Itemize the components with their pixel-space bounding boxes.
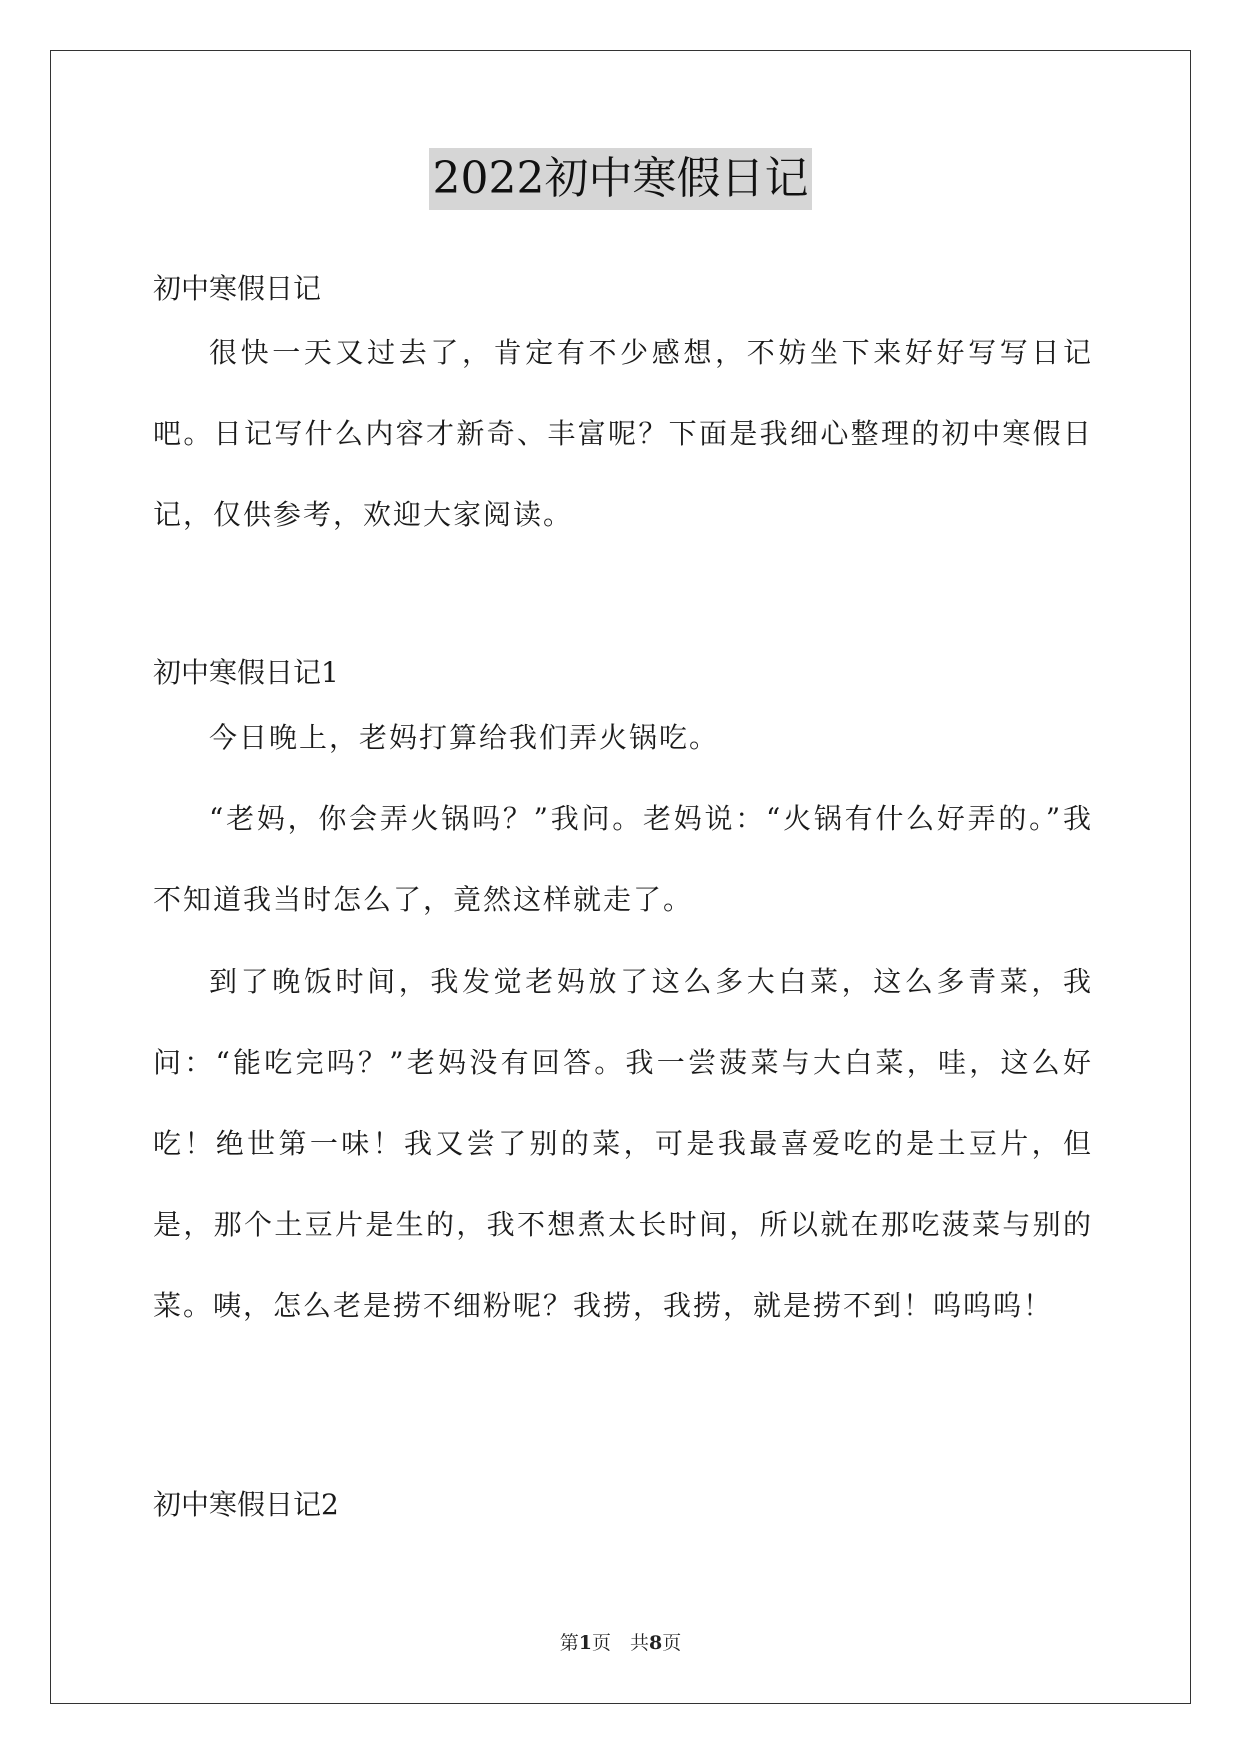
footer-page-mid: 页 共 bbox=[591, 1632, 649, 1654]
footer-page-suffix: 页 bbox=[662, 1632, 682, 1654]
footer-page-current: 1 bbox=[578, 1632, 592, 1654]
subtitle-heading: 初中寒假日记 bbox=[153, 272, 322, 305]
footer-page-total: 8 bbox=[649, 1632, 663, 1654]
section-1-paragraph-3: 到了晚饭时间，我发觉老妈放了这么多大白菜，这么多青菜，我问：“能吃完吗？”老妈没有回答。我一尝菠菜与大白菜，哇，这么好吃！绝世第一味！我又尝了别的菜，可是我最喜爱吃的是土豆片，但是，那个土豆片是生的，我不想煮太长时间，所以就在那吃菠菜与别的菜。咦，怎么老是捞不细粉呢？我捞，我捞，就是捞不到！呜呜呜！ bbox=[153, 965, 1093, 1322]
section-1-paragraph-2: “老妈，你会弄火锅吗？”我问。老妈说：“火锅有什么好弄的。”我不知道我当时怎么了，竟然这样就走了。 bbox=[153, 802, 1093, 916]
section-heading-1: 初中寒假日记1 bbox=[153, 656, 339, 689]
intro-paragraph: 很快一天又过去了，肯定有不少感想，不妨坐下来好好写写日记吧。日记写什么内容才新奇、丰富呢？下面是我细心整理的初中寒假日记，仅供参考，欢迎大家阅读。 bbox=[153, 336, 1093, 531]
section-heading-2: 初中寒假日记2 bbox=[153, 1488, 339, 1521]
title-container bbox=[0, 148, 1241, 210]
document-title: 2022初中寒假日记 bbox=[429, 148, 813, 210]
footer-page-prefix: 第 bbox=[559, 1632, 579, 1654]
section-1-paragraph-1: 今日晚上，老妈打算给我们弄火锅吃。 bbox=[209, 721, 720, 754]
page-footer bbox=[0, 1628, 1241, 1655]
